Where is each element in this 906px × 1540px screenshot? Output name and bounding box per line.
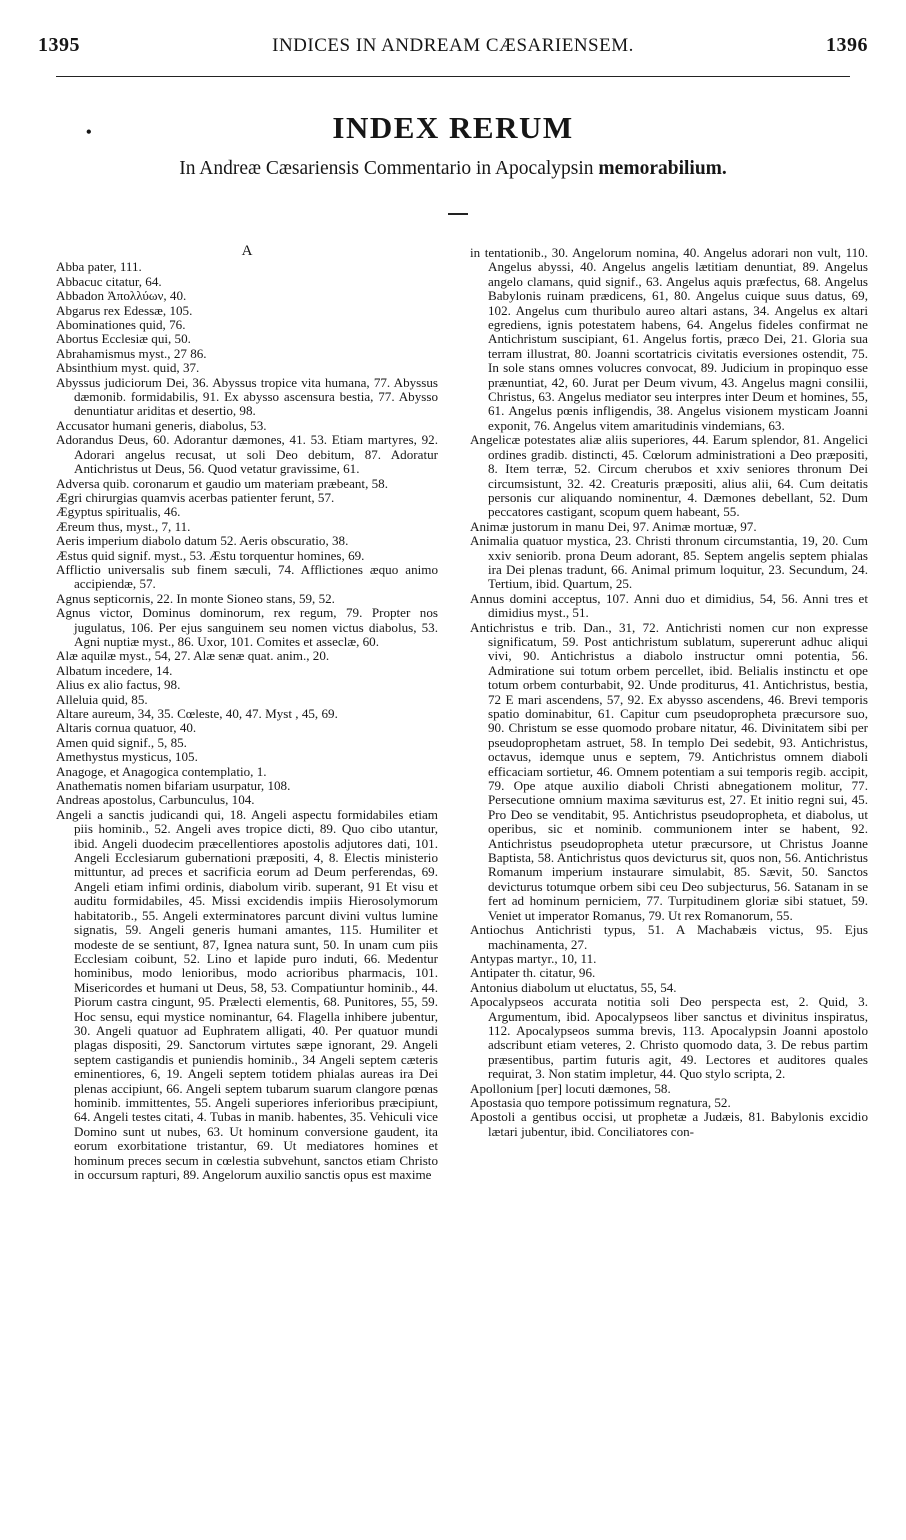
running-title: INDICES IN ANDREAM CÆSARIENSEM. — [272, 35, 634, 56]
index-entry: Altaris cornua quatuor, 40. — [56, 720, 197, 736]
index-entry: Andreas apostolus, Carbunculus, 104. — [56, 792, 255, 808]
index-entry: Anathematis nomen bifariam usurpatur, 108. — [56, 778, 291, 794]
index-entry: Accusator humani generis, diabolus, 53. — [56, 417, 267, 433]
index-entry: Anagoge, et Anagogica contemplatio, 1. — [56, 763, 267, 779]
running-head — [38, 34, 868, 58]
index-subtitle — [0, 158, 906, 180]
index-entry: Abba pater, 111. — [56, 259, 142, 275]
index-entry: Animalia quatuor mystica, 23. Christi thronum circumstantia, 19, 20. Cum xxiv seniorib. prona Deum adorant, 85. Septem angelis septem phialas ira Dei plenas tradunt, 66. Animal primum loquitur, 23. Secundum, 24. Tertium, ibid. Quartum, 25. — [470, 533, 868, 592]
header-rule — [56, 76, 850, 77]
index-entry: Antypas martyr., 10, 11. — [470, 950, 597, 966]
index-entry: Adversa quib. coronarum et gaudio um materiam præbeant, 58. — [56, 475, 388, 491]
index-entry: Ægri chirurgias quamvis acerbas patienter ferunt, 57. — [56, 489, 335, 505]
index-entry: Ægyptus spiritualis, 46. — [56, 504, 181, 520]
index-entry: Æreum thus, myst., 7, 11. — [56, 518, 191, 534]
subtitle-text: In Andreæ Cæsariensis Commentario in Apocalypsin — [179, 158, 594, 179]
index-entry: Antiochus Antichristi typus, 51. A Machabæis victus, 95. Ejus machinamenta, 27. — [470, 922, 868, 952]
index-entry: Angeli a sanctis judicandi qui, 18. Angeli aspectu formidabiles etiam piis hominib., 52. Angeli aves tropice dicti, 89. Quo cibo utantur, ibid. Angeli duodecim præcellentiores apostolis adjutores dati, 101. Angeli Ecclesiarum gubernationi præpositi, 4, 8. Electis ministerio mittuntur, ad preces et sacrificia eorum ad Deum perferendas, 69. Angeli etiam infimi ordinis, diabolum virib. superant, 91 Et visu et auditu formidabiles, 45. Missi excidendis impiis Hierosolymorum habitatorib., 55. Angeli exterminatores parcunt divini vultus lumine signatis, 59. Angeli generis humani amantes, 115. Humiliter et modeste de se sentiunt, 87, Ignea natura sunt, 50. In unam cum piis Ecclesiam coibunt, 52. Lino et lapide puro induti, 66. Medentur hominibus, modo lenioribus, modo acrioribus pharmacis, 101. Misericordes et humani ut Deus, 58, 53. Compatiuntur hominib., 44. Piorum castra cingunt, 95. Prælecti elementis, 68. Punitores, 55, 59. Hoc sensu, equi mystice nominantur, 64. Flagella inhibere jubentur, 30. Angeli quatuor ad Euphratem alligati, 40. Per quatuor mundi plagas dispositi, 29. Sanctorum virtutes sæpe ignorant, 29. Angeli septem castigandis et puniendis hominib., 34 Angeli septem cæteris eminentiores, 6, 19. Angeli septem totidem phialas aureas ira Dei plenas accipiunt, 66. Angeli septem tubarum suarum clangore pœnas hominib. immittentes, 55. Angeli superiores inferioribus præcipiunt, 64. Angeli testes citati, 4. Tubas in manib. habentes, 35. Vehiculi vice Domino sunt ut nubes, 63. Ut hominum conversione gaudent, ita eorum exorbitatione tristantur, 69. Ut mediatores homines et hominum preces secum in cœlestia subvehunt, sanctos etiam Christo in occursum rapturi, 89. Angelorum auxilio sanctis opus est maxime — [56, 806, 438, 1182]
index-entry: Abortus Ecclesiæ qui, 50. — [56, 331, 191, 347]
index-entry: Albatum incedere, 14. — [56, 662, 173, 678]
index-entry: Antonius diabolum ut eluctatus, 55, 54. — [470, 979, 677, 995]
index-entry: Antipater th. citatur, 96. — [470, 965, 596, 981]
index-entry: Apollonium [per] locuti dæmones, 58. — [470, 1080, 671, 1096]
index-entry: Absinthium myst. quid, 37. — [56, 360, 200, 376]
index-entry: Amen quid signif., 5, 85. — [56, 734, 187, 750]
index-entry: Amethystus mysticus, 105. — [56, 749, 198, 765]
subtitle-bold-text: memorabilium. — [598, 158, 727, 179]
index-entry: Agnus victor, Dominus dominorum, rex regum, 79. Propter nos jugulatus, 106. Per ejus sanguinem seu nomen victus diabolus, 53. Agni nuptiæ myst., 86. Uxor, 101. Comites et asseclæ, 60. — [56, 605, 438, 649]
index-entry: Aeris imperium diabolo datum 52. Aeris obscuratio, 38. — [56, 533, 349, 549]
index-entry: Antichristus e trib. Dan., 31, 72. Antichristi nomen cur non expresse significatum, 59. Post antichristum sublatum, supererunt adhuc aliqui vivi, 90. Antichristus a diabolo instructur omni potentia, 56. Admiratione sui totum orbem percellet, ibid. Belialis instinctu et ope totum orbem conturbabit, 92. Unde proditurus, 41. Antichristus, bestia, 72 E mari ascendens, 57, 92. Ex abysso ascendens, 46. Brevi temporis spatio dominabitur, 61. Capitur cum pseudopropheta præcursore suo, 90. Christum se esse quomodo probare nitatur, 46. Divinitatem sibi per pseudoprophetam astruet, 58. In templo Dei sedebit, 93. Antichristus, octavus, idemque unus e septem, 79. Antichristus omnem diaboli efficaciam sortietur, 46. Omnem potentiam a sui temporis regib. accipit, 79. Ope atque auxilio diaboli Christi abnegationem molitur, 77. Persecutione omnium maxima sæviturus est, 27. Et initio regni sui, 45. Pro Deo se venditabit, 95. Antichristus pseudopropheta, et diabolus, ut operibus, sic et nominib. communionem inter se habent, 92. Antichristus pseudopropheta utetur præcursore, ut Christus Joanne Baptista, 58. Antichristus quos devicturus sit, quos non, 56. Antichristus Romanum imperium instaurare simulabit, 85. Sævit, 50. Sanctos devicturus totumque orbem sibi ceu Deo subjecturus, 56. Satanam in se fert ad hominum perniciem, 77. Turpitudinem gloriæ sibi statuet, 59. Veniet ut imperator Romanus, 79. Ut rex Romanorum, 55. — [470, 619, 868, 923]
title-dash — [448, 213, 468, 215]
left-column — [56, 244, 438, 1182]
index-entry: Abbadon Ἀπολλύων, 40. — [56, 288, 187, 304]
index-entry: Alæ aquilæ myst., 54, 27. Alæ senæ quat. anim., 20. — [56, 648, 330, 664]
index-entry: Abyssus judiciorum Dei, 36. Abyssus tropice vita humana, 77. Abyssus dæmonib. formidabilis, 91. Ex abysso ascensura bestia, 77. Abysso denuntiatur ariditas et desertio, 98. — [56, 374, 438, 419]
index-entry: Abrahamismus myst., 27 86. — [56, 345, 207, 361]
index-entry: Apostoli a gentibus occisi, ut prophetæ a Judæis, 81. Babylonis excidio lætari jubentur, ibid. Conciliatores con- — [470, 1109, 868, 1139]
index-entry: Adorandus Deus, 60. Adorantur dæmones, 41. 53. Etiam martyres, 92. Adorari angelus recusat, ut soli Deo debitum, 87. Adoratur Antichristus ut Deus, 56. Quod vetatur gravissime, 61. — [56, 432, 438, 477]
index-entry: Apostasia quo tempore potissimum regnatura, 52. — [470, 1094, 731, 1110]
index-entry: Angelicæ potestates aliæ aliis superiores, 44. Earum splendor, 81. Angelici ordines gradib. distincti, 45. Cœlorum administrationi a Deo præpositi, 8. Item terræ, 52. Circum cherubos et xxiv seniores thronum Dei circumsistunt, 32. 42. Creaturis præpositi, alius alii, 64. Cum deitatis personis cur aliquando nominentur, 4. Dæmones debellant, 52. Dum peccatores castigant, scopum quem habeant, 55. — [470, 432, 868, 520]
index-entry: Abgarus rex Edessæ, 105. — [56, 302, 193, 318]
index-entry: in tentationib., 30. Angelorum nomina, 40. Angelus adorari non vult, 110. Angelus abyssi, 40. Angelus angelis lætitiam denuntiat, 89. Angelus angelo clamans, quid signif., 63. Angelus aquis præfectus, 68. Angelus Babylonis ruinam prædicens, 61, 80. Angelus cuique suus datus, 69, 102. Angelus cum thuribulo aureo altari astans, 34. Angelus ex altari egrediens, ignis potestatem habens, 64. Angelus fideles confirmat ne Antichristum suscipiant, 61. Angelus fortis, præco Dei, 21. Gloria sua terram illustrat, 80. Joanni scortatricis civitatis eversiones ostendit, 75. In sole stans omnes volucres convocat, 89. Judicium in propinquo esse prænuntiat, 42, 60. Jurat per Deum vivum, 43. Angelus magni consilii, Christus, 63. Angelus mediator seu interpres inter Deum et homines, 55, 61. Angelus pœnis infligendis, 38. Angelus visionem mysticam Joanni exponit, 76. Angelus vitem amaritudinis vindemians, 63. — [470, 245, 868, 433]
left-page-number: 1395 — [38, 34, 80, 56]
index-entry: Altare aureum, 34, 35. Cœleste, 40, 47. Myst , 45, 69. — [56, 706, 338, 721]
index-entry: Animæ justorum in manu Dei, 97. Animæ mortuæ, 97. — [470, 518, 757, 534]
index-entry: Alleluia quid, 85. — [56, 691, 148, 707]
right-page-number: 1396 — [826, 34, 868, 56]
index-entry: Agnus septicornis, 22. In monte Sioneo stans, 59, 52. — [56, 590, 335, 606]
title-bullet: • — [86, 124, 92, 141]
index-entry: Apocalypseos accurata notitia soli Deo perspecta est, 2. Quid, 3. Argumentum, ibid. Apocalypseos liber sanctus et divinitus inspiratus, 112. Apocalypseos summa brevis, 113. Apocalypsin Joanni apostolo adscribunt etiam veteres, 2. Christo quomodo data, 3. De rebus partim præsentibus, partim futuris agit, 49. Lectores et auditores quales requirat, 3. Non statim impletur, 44. Quo stylo scripta, 2. — [470, 994, 868, 1082]
index-entry: Abbacuc citatur, 64. — [56, 273, 162, 289]
index-entry: Annus domini acceptus, 107. Anni duo et dimidius, 54, 56. Anni tres et dimidius myst., 51. — [470, 590, 868, 621]
index-entry: Afflictio universalis sub finem sæculi, 74. Afflictiones æquo animo accipiendæ, 57. — [56, 561, 438, 592]
index-entry: Alius ex alio factus, 98. — [56, 677, 181, 693]
index-entry: Abominationes quid, 76. — [56, 317, 186, 333]
index-entry: Æstus quid signif. myst., 53. Æstu torquentur homines, 69. — [56, 547, 365, 563]
section-letter: A — [241, 243, 253, 259]
right-column — [470, 246, 868, 1139]
index-title: INDEX RERUM — [332, 110, 574, 145]
